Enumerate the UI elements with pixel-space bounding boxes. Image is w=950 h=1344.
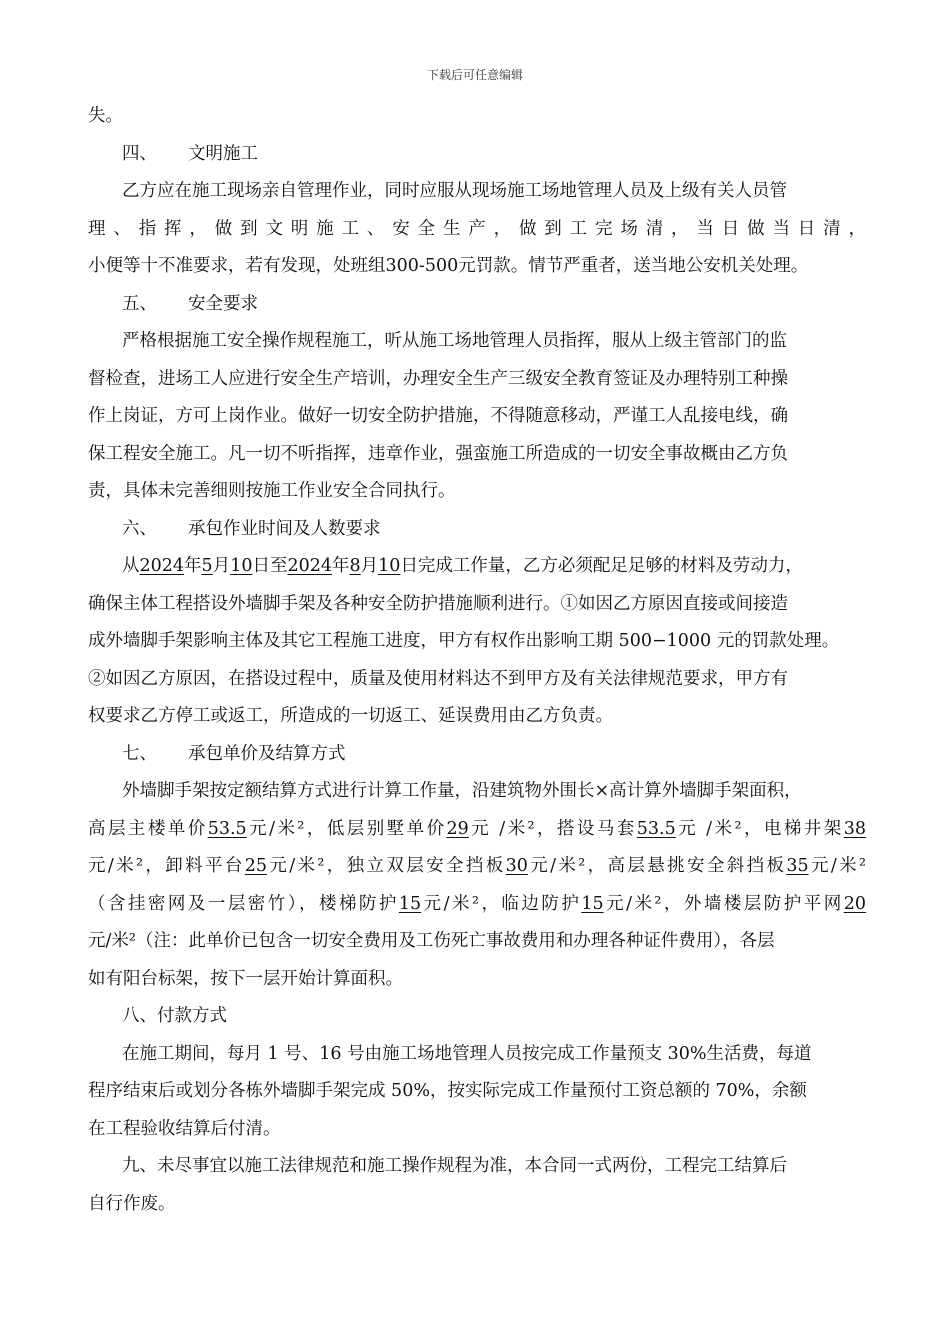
start-year: 2024 <box>139 556 185 576</box>
section-number: 七、 <box>122 743 157 764</box>
text-line: 严格根据施工安全操作规程施工，听从施工场地管理人员指挥，服从上级主管部门的监 <box>122 331 787 351</box>
end-month: 8 <box>349 556 361 576</box>
price-value: 38 <box>843 818 866 839</box>
text-line: 程序结束后或划分各栋外墙脚手架完成 50%，按实际完成工作量预付工资总额的 70%，余额 <box>88 1081 807 1101</box>
text: 日至 <box>252 556 288 576</box>
price-value: 15 <box>581 893 604 914</box>
start-day: 10 <box>230 556 253 576</box>
text: 元/米²，卸料平台 <box>88 856 245 876</box>
text-line: 理、指挥，做到文明施工、安全生产，做到工完场清，当日做当日清， <box>88 218 866 239</box>
text: 年 <box>184 556 202 576</box>
text: 月 <box>212 556 231 576</box>
section-number: 五、 <box>122 293 157 314</box>
text: 元/米²，外墙楼层防护平网 <box>603 893 844 914</box>
text-line: 外墙脚手架按定额结算方式进行计算工作量，沿建筑物外围长×高计算外墙脚手架面积， <box>122 781 802 801</box>
section-title: 承包作业时间及人数要求 <box>188 518 381 539</box>
price-value: 53.5 <box>207 818 247 839</box>
text-line: 督检查，进场工人应进行安全生产培训，办理安全生产三级安全教育签证及办理特别工种操 <box>88 368 788 389</box>
price-value: 15 <box>398 893 422 914</box>
text-line: 在工程验收结算后付清。 <box>88 1118 281 1139</box>
price-value: 35 <box>786 856 809 876</box>
price-value: 20 <box>843 893 866 914</box>
text: 元 /米²，电梯井架 <box>675 818 844 839</box>
text-line: 自行作废。 <box>88 1193 176 1214</box>
text: 元/米²，临边防护 <box>421 893 582 914</box>
text-line: 九、未尽事宜以施工法律规范和施工操作规程为准，本合同一式两份，工程完工结算后 <box>122 1156 787 1176</box>
start-month: 5 <box>201 556 213 576</box>
section-title: 安全要求 <box>188 293 258 314</box>
section-title: 承包单价及结算方式 <box>188 743 346 764</box>
text-line: 成外墙脚手架影响主体及其它工程施工进度，甲方有权作出影响工期 500−1000 元的罚款处理。 <box>88 631 840 651</box>
text-line: 在施工期间，每月 1 号、16 号由施工场地管理人员按完成工作量预支 30%生活费，每道 <box>122 1043 812 1064</box>
text: 元/米² <box>808 856 866 876</box>
section-heading-5 <box>88 286 866 324</box>
text: 从 <box>122 556 140 576</box>
text-line: 确保主体工程搭设外墙脚手架及各种安全防护措施顺利进行。①如因乙方原因直接或间接造 <box>88 593 788 614</box>
text-line: 元/米²（注：此单价已包含一切安全费用及工伤死亡事故费用和办理各种证件费用），各层 <box>88 931 775 951</box>
text-line: 权要求乙方停工或返工，所造成的一切返工、延误费用由乙方负责。 <box>88 706 613 726</box>
paragraph-tail: 失。 <box>88 106 123 126</box>
price-value: 53.5 <box>636 818 676 839</box>
section-heading-4 <box>88 136 866 174</box>
text-line: ②如因乙方原因，在搭设过程中，质量及使用材料达不到甲方及有关法律规范要求，甲方有 <box>88 668 788 689</box>
end-day: 10 <box>378 556 401 576</box>
text: 年 <box>332 556 350 576</box>
text-line: 保工程安全施工。凡一切不听指挥，违章作业，强蛮施工所造成的一切安全事故概由乙方负 <box>88 443 788 464</box>
section-heading-6 <box>88 511 866 549</box>
price-value: 29 <box>446 818 469 839</box>
text: （含挂密网及一层密竹），楼梯防护 <box>88 893 399 914</box>
text: 元 /米²，搭设马套 <box>468 818 637 839</box>
text-line <box>88 886 866 924</box>
text: 元/米²，高层悬挑安全斜挡板 <box>527 856 787 876</box>
text-line: 如有阳台标架，按下一层开始计算面积。 <box>88 968 403 989</box>
end-year: 2024 <box>287 556 333 576</box>
section-number: 六、 <box>122 518 157 539</box>
section-heading-7 <box>88 736 866 774</box>
section-heading-8: 八、付款方式 <box>122 1006 227 1026</box>
text: 日完成工作量，乙方必须配足足够的材料及劳动力， <box>400 556 803 576</box>
section-number: 四、 <box>122 143 157 164</box>
section-title: 文明施工 <box>188 143 258 164</box>
text-line <box>88 811 866 849</box>
text: 月 <box>360 556 379 576</box>
text-line <box>88 848 866 886</box>
document-body <box>88 98 866 1223</box>
text: 元/米²，低层别墅单价 <box>246 818 447 839</box>
price-value: 30 <box>505 856 528 876</box>
text-line: 作上岗证，方可上岗作业。做好一切安全防护措施，不得随意移动，严谨工人乱接电线，确 <box>88 406 788 426</box>
text-line <box>88 548 866 586</box>
text: 高层主楼单价 <box>88 818 208 839</box>
text-line: 小便等十不准要求，若有发现，处班组300-500元罚款。情节严重者，送当地公安机关处理。 <box>88 256 809 276</box>
text-line: 责，具体未完善细则按施工作业安全合同执行。 <box>88 481 456 501</box>
text-line: 乙方应在施工现场亲自管理作业，同时应服从现场施工场地管理人员及上级有关人员管 <box>122 181 787 201</box>
page-header: 下载后可任意编辑 <box>426 68 523 82</box>
text: 元/米²，独立双层安全挡板 <box>267 856 506 876</box>
price-value: 25 <box>244 856 268 876</box>
